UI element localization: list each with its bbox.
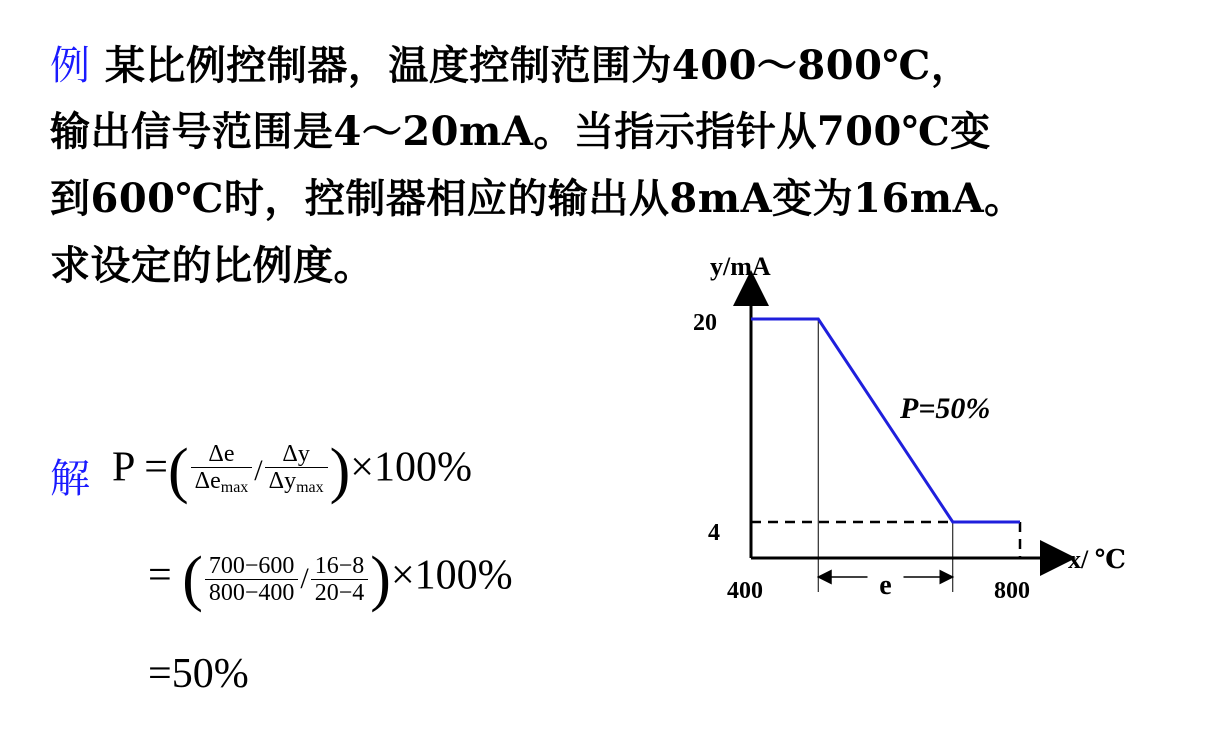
fraction-delta-e [191, 441, 253, 501]
problem-line-1 [50, 42, 971, 90]
equals-sign: = [148, 552, 172, 599]
curve-label: P=50% [900, 392, 991, 425]
formula-row-2 [148, 545, 513, 613]
fraction-numerator: Δy [282, 441, 310, 467]
fraction-numerator: 700−600 [208, 552, 295, 579]
left-paren: ( [168, 437, 189, 505]
solution-label-wrap [50, 455, 91, 503]
fraction-numerator: Δe [208, 441, 235, 467]
problem-line-3: 到600℃时，控制器相应的输出从8mA变为16mA。 [50, 175, 1025, 222]
result-value: 50% [171, 651, 249, 697]
divide-slash: / [300, 562, 309, 595]
left-paren: ( [182, 545, 203, 613]
problem-text-1: 某比例控制器，温度控制范围为400～800℃， [104, 42, 972, 89]
problem-line-4: 求设定的比例度。 [50, 242, 374, 289]
equals-sign: = [148, 651, 172, 697]
fraction-temp [205, 553, 299, 606]
y-tick-top: 20 [693, 310, 717, 336]
right-paren: ) [329, 437, 351, 505]
y-axis-label: y/mA [710, 252, 771, 281]
fraction-delta-y [265, 441, 328, 501]
x-tick-left: 400 [727, 578, 763, 604]
fraction-denominator: $\Delta y_{max}$ [268, 468, 324, 496]
series-line-p50 [751, 319, 1020, 522]
y-tick-bottom: 4 [708, 520, 720, 546]
fraction-denominator: 800−400 [208, 579, 295, 606]
right-paren: ) [370, 545, 391, 613]
problem-line-2: 输出信号范围是4～20mA。当指示指针从700℃变 [50, 108, 991, 155]
x-tick-right: 800 [994, 578, 1030, 604]
solution-label: 解 [50, 456, 91, 502]
fraction-numerator: 16−8 [314, 552, 365, 579]
formula-tail: ×100% [350, 444, 472, 491]
divide-slash: / [254, 454, 263, 487]
example-label: 例 [50, 43, 91, 89]
fraction-denominator: 20−4 [314, 579, 365, 606]
x-axis-label: x/ ℃ [1068, 545, 1126, 574]
e-span-label: e [879, 570, 892, 601]
fraction-current [311, 553, 369, 606]
formula-row-3 [148, 650, 249, 698]
formula-tail: ×100% [390, 552, 513, 599]
formula-lhs: P = [112, 444, 168, 491]
fraction-denominator: $\Delta e_{max}$ [194, 468, 249, 496]
formula-row-1 [112, 437, 472, 505]
